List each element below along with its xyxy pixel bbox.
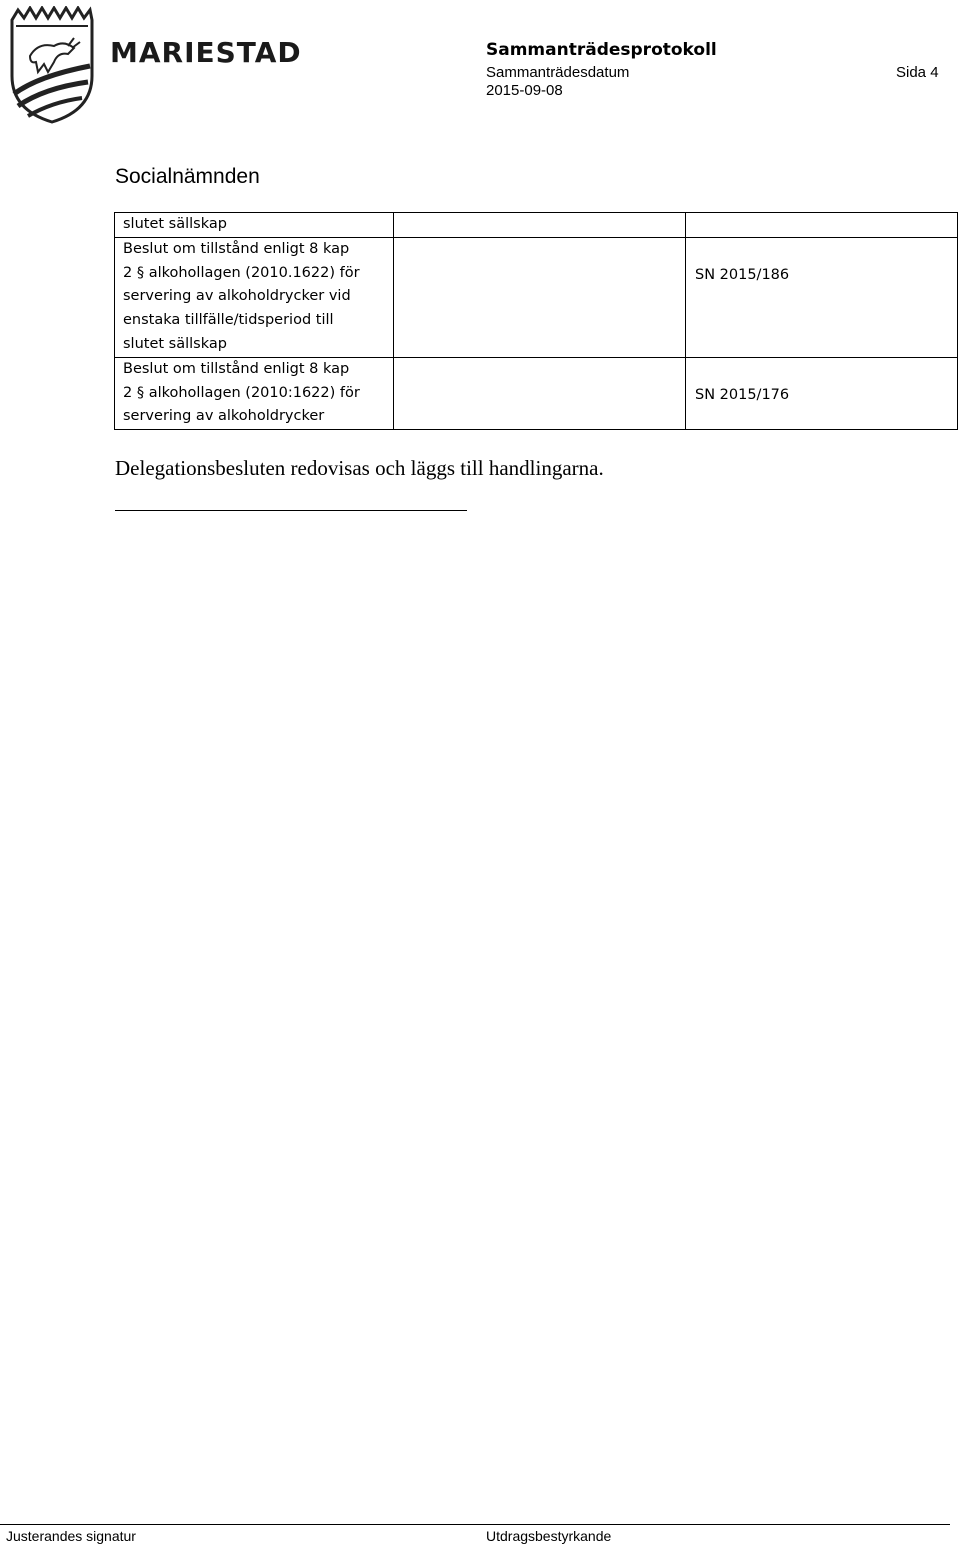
case-cell	[686, 213, 958, 238]
conclusion-text: Delegationsbesluten redovisas och läggs till handlingarna.	[115, 456, 604, 480]
decision-line: 2 § alkohollagen (2010.1622) för	[123, 264, 360, 281]
decision-line: servering av alkoholdrycker	[123, 408, 325, 425]
case-number: SN 2015/186	[686, 237, 958, 357]
decision-cell	[115, 213, 394, 238]
table-row	[115, 237, 958, 357]
decision-line: slutet sällskap	[123, 216, 227, 232]
signature-label: Justerandes signatur	[6, 1528, 136, 1544]
decision-line: enstaka tillfälle/tidsperiod till	[123, 312, 334, 329]
decision-line: servering av alkoholdrycker vid	[123, 288, 351, 305]
table-row	[115, 213, 958, 238]
page-number: Sida 4	[896, 64, 939, 81]
section-title: Socialnämnden	[115, 165, 260, 188]
meeting-date-label: Sammanträdesdatum	[486, 64, 630, 81]
table-row	[115, 357, 958, 429]
meeting-date: 2015-09-08	[486, 82, 563, 99]
empty-cell	[394, 357, 686, 429]
delegation-table	[114, 212, 958, 430]
decision-line: Beslut om tillstånd enligt 8 kap	[123, 240, 350, 257]
decision-cell	[115, 357, 394, 429]
document-title: Sammanträdesprotokoll	[486, 40, 717, 60]
decision-line: Beslut om tillstånd enligt 8 kap	[123, 360, 350, 377]
footer-divider	[0, 1524, 950, 1525]
empty-cell	[394, 237, 686, 357]
separator-line	[115, 510, 467, 511]
mariestad-coat-of-arms-icon	[8, 6, 96, 124]
decision-line: 2 § alkohollagen (2010:1622) för	[123, 384, 360, 401]
decision-line: slutet sällskap	[123, 335, 227, 352]
decision-cell	[115, 237, 394, 357]
empty-cell	[394, 213, 686, 238]
certification-label: Utdragsbestyrkande	[486, 1528, 612, 1544]
brand-name: MARIESTAD	[110, 36, 302, 69]
case-number: SN 2015/176	[686, 357, 958, 429]
